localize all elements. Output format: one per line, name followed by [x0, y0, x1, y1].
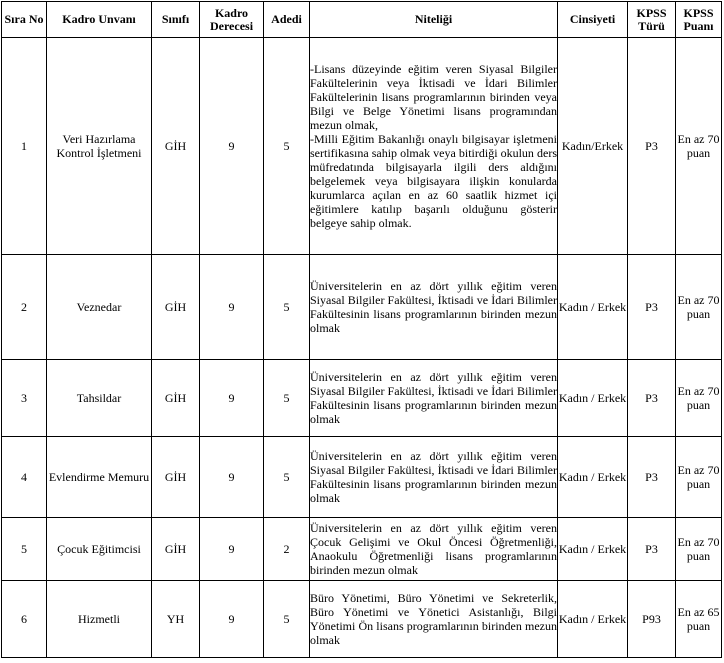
- cell-sinif: GİH: [152, 38, 200, 255]
- cell-cinsiyet: Kadın / Erkek: [558, 581, 628, 658]
- cell-sira: 4: [2, 437, 47, 518]
- table-row: [2, 255, 722, 360]
- cell-sinif: GİH: [152, 360, 200, 437]
- header-sinifi: Sınıfı: [152, 2, 200, 38]
- cell-kpss-puani: En az 70 puan: [676, 255, 722, 360]
- table-row: [2, 581, 722, 658]
- cell-sira: 2: [2, 255, 47, 360]
- header-sira-no: Sıra No: [2, 2, 47, 38]
- cell-derece: 9: [200, 437, 264, 518]
- cell-nitelik: Üniversitelerin en az dört yıllık eğitim veren Siyasal Bilgiler Fakültesi, İktisadi ve İdari Bilimler Fakültesinin lisans programlarının birinden mezun olmak: [310, 360, 558, 437]
- cell-kpss-turu: P3: [628, 518, 676, 581]
- cell-kpss-puani: En az 70 puan: [676, 518, 722, 581]
- cell-kpss-turu: P3: [628, 437, 676, 518]
- cell-derece: 9: [200, 38, 264, 255]
- cell-nitelik: Büro Yönetimi, Büro Yönetimi ve Sekreterlik, Büro Yönetimi ve Yönetici Asistanlığı, Bilgi Yönetimi Ön lisans programlarının birinden mezun olmak: [310, 581, 558, 658]
- cell-kpss-turu: P3: [628, 38, 676, 255]
- cell-derece: 9: [200, 255, 264, 360]
- cell-sinif: GİH: [152, 518, 200, 581]
- cell-unvan: Veznedar: [47, 255, 152, 360]
- cell-sinif: GİH: [152, 437, 200, 518]
- cell-nitelik: Üniversitelerin en az dört yıllık eğitim veren Siyasal Bilgiler Fakültesi, İktisadi ve İdari Bilimler Fakültesinin lisans programlarının birinden mezun olmak: [310, 437, 558, 518]
- cell-cinsiyet: Kadın/Erkek: [558, 38, 628, 255]
- cell-cinsiyet: Kadın / Erkek: [558, 437, 628, 518]
- cell-nitelik: Üniversitelerin en az dört yıllık eğitim veren Çocuk Gelişimi ve Okul Öncesi Öğretmenliği, Anaokulu Öğretmenliği lisans programlarının birinden mezun olmak: [310, 518, 558, 581]
- cell-adet: 5: [264, 360, 310, 437]
- cell-nitelik: Üniversitelerin en az dört yıllık eğitim veren Siyasal Bilgiler Fakültesi, İktisadi ve İdari Bilimler Fakültesinin lisans programlarının birinden mezun olmak: [310, 255, 558, 360]
- table-row: [2, 38, 722, 255]
- cell-adet: 5: [264, 255, 310, 360]
- cell-sira: 3: [2, 360, 47, 437]
- cell-adet: 5: [264, 437, 310, 518]
- kadro-table: [1, 1, 722, 658]
- cell-kpss-puani: En az 70 puan: [676, 437, 722, 518]
- cell-derece: 9: [200, 360, 264, 437]
- cell-derece: 9: [200, 581, 264, 658]
- cell-kpss-turu: P3: [628, 255, 676, 360]
- table-row: [2, 518, 722, 581]
- header-kpss-turu: KPSS Türü: [628, 2, 676, 38]
- cell-adet: 5: [264, 38, 310, 255]
- cell-cinsiyet: Kadın / Erkek: [558, 255, 628, 360]
- cell-unvan: Veri Hazırlama Kontrol İşletmeni: [47, 38, 152, 255]
- cell-nitelik: [310, 38, 558, 255]
- header-adedi: Adedi: [264, 2, 310, 38]
- nitelik-paragraph: -Lisans düzeyinde eğitim veren Siyasal Bilgiler Fakültelerinin veya İktisadi ve İdari Bilimler Fakültelerinin lisans programlarının birinden veya Bilgi ve Belge Yönetimi lisans programından mezun olmak,: [310, 62, 557, 132]
- header-kadro-derecesi: Kadro Derecesi: [200, 2, 264, 38]
- header-cinsiyeti: Cinsiyeti: [558, 2, 628, 38]
- table-row: [2, 360, 722, 437]
- cell-kpss-turu: P93: [628, 581, 676, 658]
- header-niteligi: Niteliği: [310, 2, 558, 38]
- cell-unvan: Evlendirme Memuru: [47, 437, 152, 518]
- cell-unvan: Çocuk Eğitimcisi: [47, 518, 152, 581]
- cell-adet: 2: [264, 518, 310, 581]
- cell-adet: 5: [264, 581, 310, 658]
- cell-kpss-puani: En az 65 puan: [676, 581, 722, 658]
- cell-sinif: YH: [152, 581, 200, 658]
- cell-kpss-turu: P3: [628, 360, 676, 437]
- header-row: [2, 2, 722, 38]
- header-kpss-puani: KPSS Puanı: [676, 2, 722, 38]
- cell-sira: 5: [2, 518, 47, 581]
- cell-sinif: GİH: [152, 255, 200, 360]
- cell-cinsiyet: Kadın / Erkek: [558, 518, 628, 581]
- cell-unvan: Tahsildar: [47, 360, 152, 437]
- cell-cinsiyet: Kadın / Erkek: [558, 360, 628, 437]
- cell-derece: 9: [200, 518, 264, 581]
- cell-sira: 1: [2, 38, 47, 255]
- header-kadro-unvani: Kadro Unvanı: [47, 2, 152, 38]
- cell-unvan: Hizmetli: [47, 581, 152, 658]
- nitelik-paragraph: -Milli Eğitim Bakanlığı onaylı bilgisayar işletmeni sertifikasına sahip olmak veya bitirdiği okulun ders müfredatında bilgisayarla ilgili ders aldığını belgelemek veya bilgisayara ilişkin konularda kurumlarca açılan en az 60 saatlik hizmet içi eğitimlere katılıp başarılı olduğunu gösterir belgeye sahip olmak.: [310, 132, 557, 230]
- table-row: [2, 437, 722, 518]
- cell-kpss-puani: En az 70 puan: [676, 360, 722, 437]
- cell-sira: 6: [2, 581, 47, 658]
- cell-kpss-puani: En az 70 puan: [676, 38, 722, 255]
